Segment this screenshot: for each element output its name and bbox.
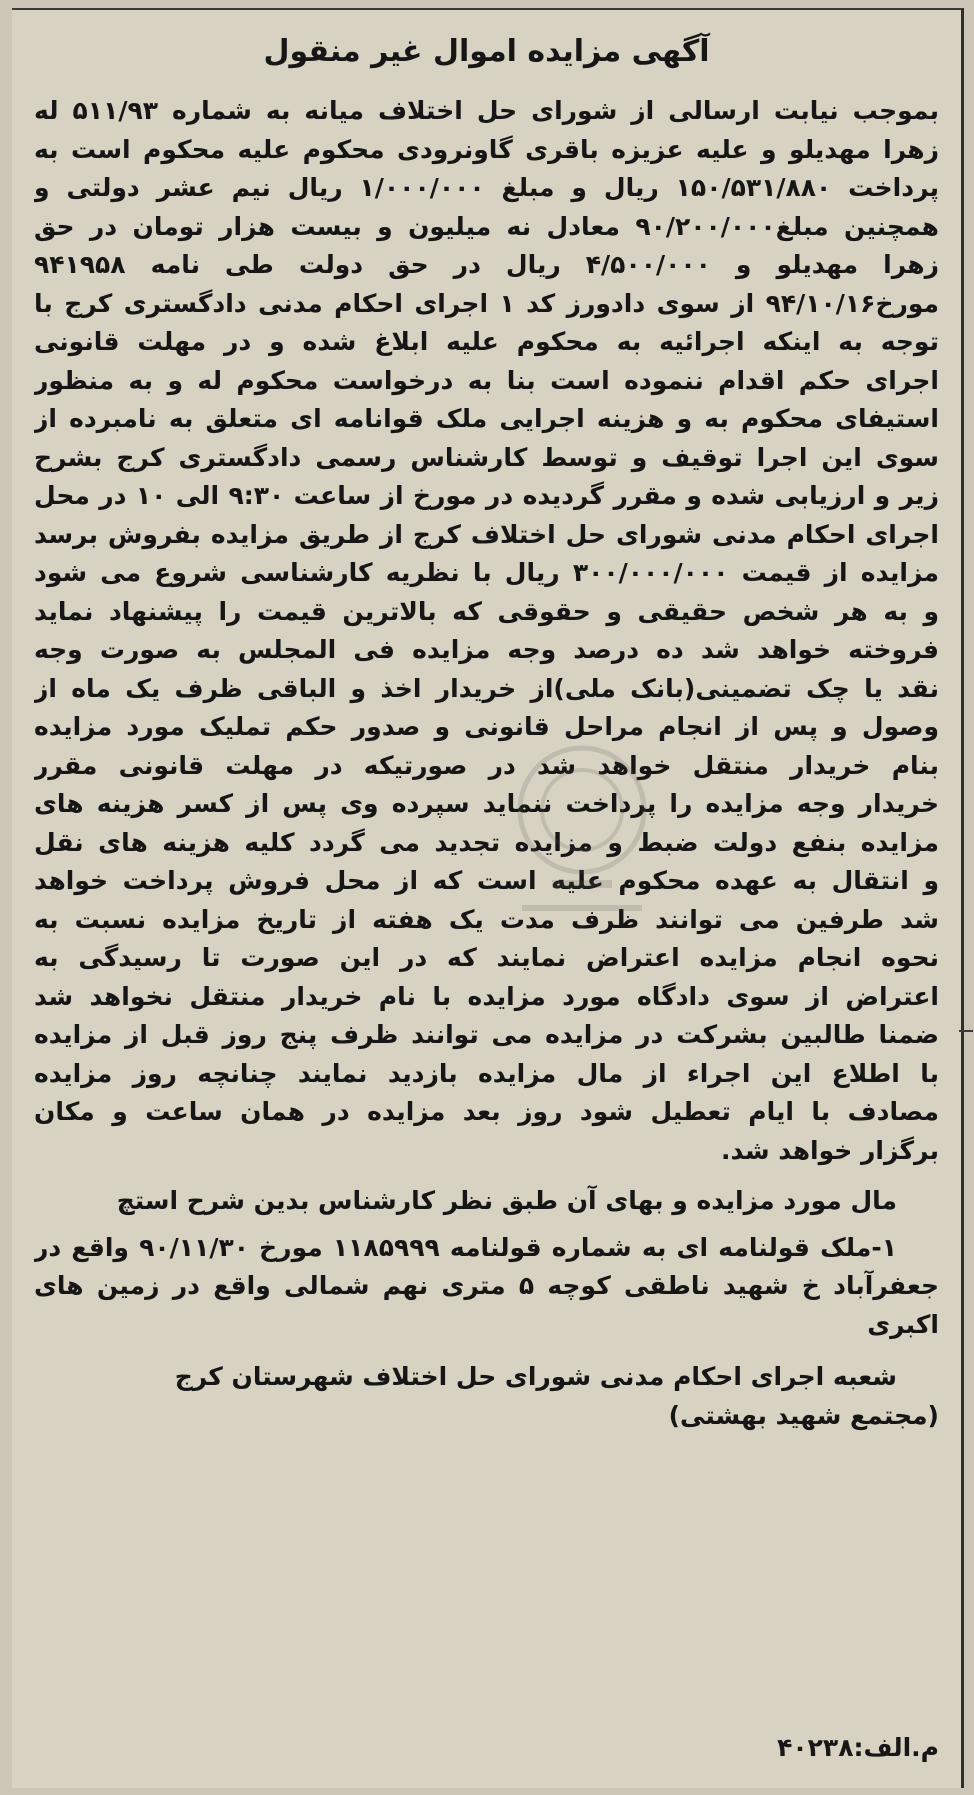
body-line: فروخته خواهد شد ده درصد وجه مزایده فی المجلس به صورت وجه [34,635,939,664]
body-line: و انتقال به عهده محکوم علیه است که از محل فروش پرداخت خواهد [34,866,939,895]
body-line: مصادف با ایام تعطیل شود روز بعد مزایده در همان ساعت و مکان [34,1097,939,1126]
notice-code: م.الف:۴۰۲۳۸ [777,1733,939,1762]
body-line: اجرای حکم اقدام ننموده است بنا به درخواست محکوم له و به منظور [34,365,939,395]
body-line: توجه به اینکه اجرائیه به محکوم علیه ابلاغ شده و در مهلت قانونی [34,327,939,356]
property-intro: مال مورد مزایده و بهای آن طبق نظر کارشناس بدین شرح استچ [116,1186,897,1215]
body-line: برگزار خواهد شد. [721,1135,939,1165]
issuing-office [34,1358,939,1435]
body-line: سوی این اجرا توقیف و توسط کارشناس رسمی دادگستری کرج بشرح [34,442,939,472]
body-line: زهرا مهدیلو و ۴/۵۰۰/۰۰۰ ریال در حق دولت طی نامه ۹۴۱۹۵۸ [34,250,939,279]
body-line: مورخ۹۴/۱۰/۱۶ از سوی دادورز کد ۱ اجرای احکام مدنی دادگستری کرج با [34,288,939,318]
body-line: وصول و پس از انجام مراحل قانونی و صدور حکم تملیک مورد مزایده [34,712,939,741]
body-line: نقد یا چک تضمینی(بانک ملی)از خریدار اخذ و الباقی ظرف یک ماه از [34,673,939,703]
body-line: نحوه انجام مزایده اعتراض نمایند که در این صورت تا رسیدگی به [34,943,939,972]
body-line: مزایده بنفع دولت ضبط و مزایده تجدید می گردد کلیه هزینه های نقل [34,827,939,857]
body-line: و به هر شخص حقیقی و حقوقی که بالاترین قیمت را پیشنهاد نماید [34,596,939,626]
body-line: بموجب نیابت ارسالی از شورای حل اختلاف میانه به شماره ۵۱۱/۹۳ له [34,96,939,125]
body-line: پرداخت ۱۵۰/۵۳۱/۸۸۰ ریال و مبلغ ۱/۰۰۰/۰۰۰ ریال نیم عشر دولتی و [34,173,939,202]
body-line: همچنین مبلغ۹۰/۲۰۰/۰۰۰ معادل نه میلیون و بیست هزار تومان در حق [34,211,939,241]
body-line: استیفای محکوم به و هزینه اجرایی ملک قوانامه ای متعلق به نامبرده از [34,404,939,433]
newspaper-notice [12,8,964,1788]
office-line: (مجتمع شهید بهشتی) [668,1400,939,1430]
item-line: ۱-ملک قولنامه ای به شماره قولنامه ۱۱۸۵۹۹۹ مورخ ۹۰/۱۱/۳۰ واقع در [34,1232,897,1262]
body-line: اعتراض از سوی دادگاه مورد مزایده با نام خریدار منتقل نخواهد شد [34,981,939,1011]
body-line: با اطلاع این اجراء از مال مزایده بازدید نمایند چنانچه روز مزایده [34,1058,939,1088]
office-line: شعبه اجرای احکام مدنی شورای حل اختلاف شهرستان کرج [174,1362,897,1391]
item-line: اکبری [867,1309,939,1339]
body-line: زیر و ارزیابی شده و مقرر گردیده در مورخ از ساعت ۹:۳۰ الی ۱۰ در محل [34,481,939,510]
notice-body [34,92,939,1435]
body-line: خریدار وجه مزایده را پرداخت ننماید سپرده وی پس از کسر هزینه های [34,789,939,818]
notice-title: آگهی مزایده اموال غیر منقول [263,34,710,69]
body-line: ضمنا طالبین بشرکت در مزایده می توانند ظرف پنج روز قبل از مزایده [34,1020,939,1049]
page-edge-mark [959,1030,973,1032]
body-line: بنام خریدار منتقل خواهد شد در صورتیکه در مهلت قانونی مقرر [34,750,939,780]
body-line: شد طرفین می توانند ظرف مدت یک هفته از تاریخ مزایده نسبت به [34,904,939,934]
property-item [34,1229,939,1345]
body-line: اجرای احکام مدنی شورای حل اختلاف کرج از طریق مزایده بفروش برسد [34,519,939,549]
body-line: مزایده از قیمت ۳۰۰/۰۰۰/۰۰۰ ریال با نظریه کارشناسی شروع می شود [34,558,939,587]
body-line: زهرا مهدیلو و علیه عزیزه باقری گاونرودی محکوم علیه محکوم است به [34,134,939,164]
item-line: جعفرآباد خ شهید ناطقی کوچه ۵ متری نهم شمالی واقع در زمین های [34,1271,939,1300]
